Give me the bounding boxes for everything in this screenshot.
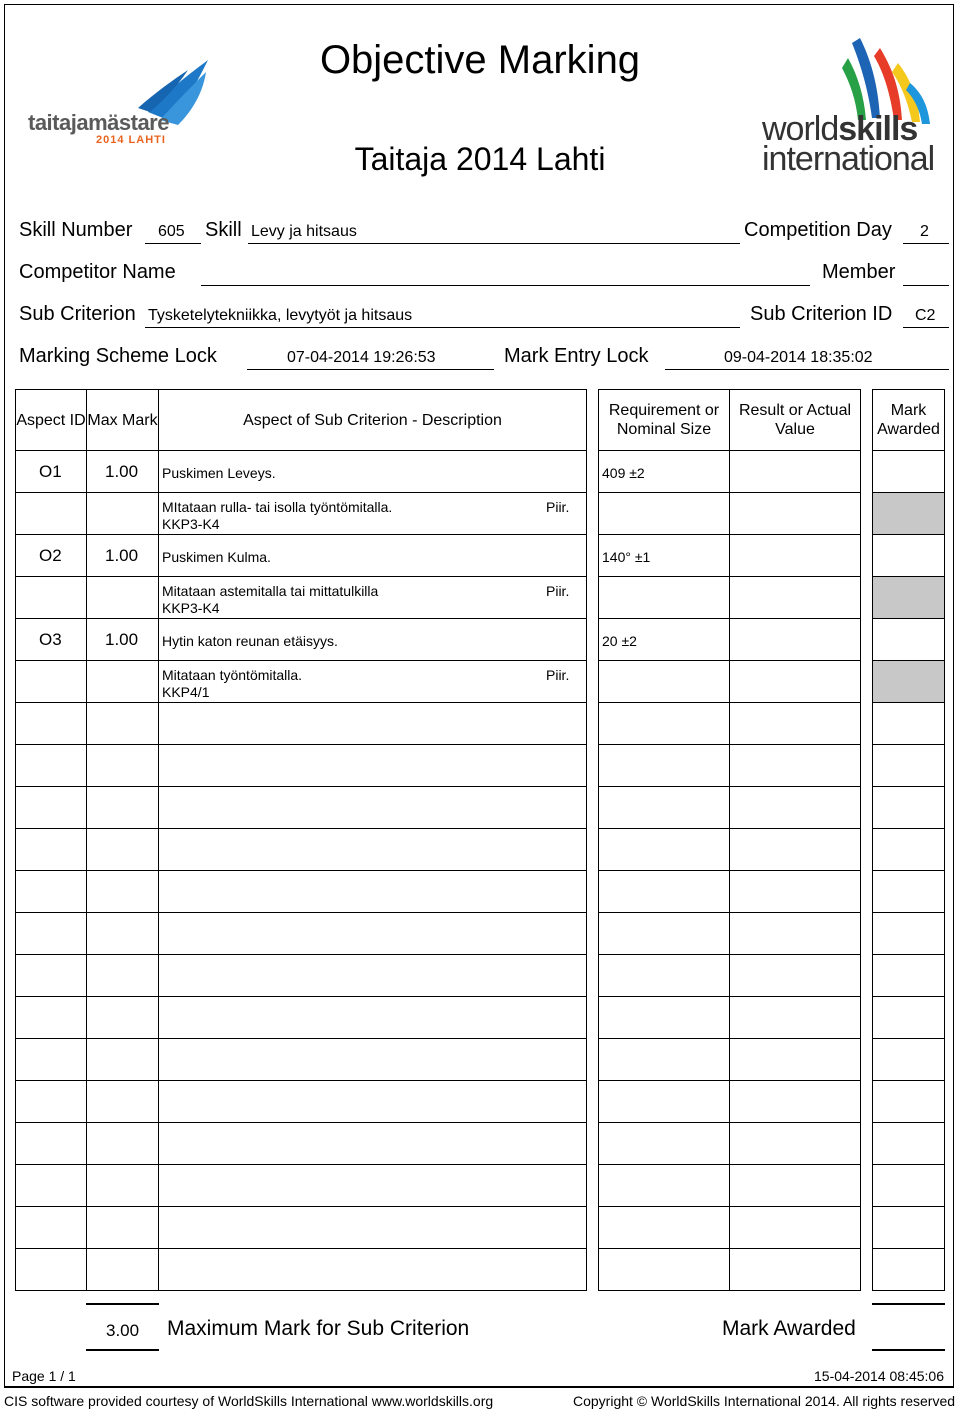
- aspect-type-tag: Piir.: [546, 667, 570, 683]
- table-cell: [86, 576, 159, 619]
- marking-scheme-lock-value: 07-04-2014 19:26:53: [287, 349, 436, 366]
- table-cell: [158, 828, 587, 871]
- table-cell: [729, 912, 861, 955]
- aspect-id: O2: [39, 546, 62, 565]
- mark-awarded-total-rule-top: [872, 1303, 945, 1305]
- table-cell: [86, 1164, 159, 1207]
- table-cell: [729, 828, 861, 871]
- table-cell: [598, 702, 730, 745]
- table-cell: [86, 828, 159, 871]
- mark-awarded-cell[interactable]: [872, 702, 945, 745]
- table-cell: [86, 954, 159, 997]
- mark-awarded-cell[interactable]: [872, 1206, 945, 1249]
- aspect-id: O1: [39, 462, 62, 481]
- table-cell: [729, 744, 861, 787]
- competitor-name-underline: [201, 285, 810, 286]
- mark-awarded-cell[interactable]: [872, 954, 945, 997]
- page-subtitle: Taitaja 2014 Lahti: [354, 141, 606, 177]
- table-cell: [598, 954, 730, 997]
- table-cell: [158, 1206, 587, 1249]
- aspect-type-tag: Piir.: [546, 583, 570, 599]
- max-mark: 1.00: [105, 546, 139, 565]
- table-cell: [729, 1080, 861, 1123]
- table-cell: [86, 1080, 159, 1123]
- competitor-name-label: Competitor Name: [19, 261, 176, 283]
- mark-awarded-cell[interactable]: [872, 618, 945, 661]
- table-cell: [15, 660, 87, 703]
- aspect-detail: Mitataan astemitalla tai mittatulkilla: [162, 583, 379, 599]
- table-cell: [598, 660, 730, 703]
- footer-right-text: Copyright © WorldSkills International 2014. All rights reserved: [573, 1393, 956, 1409]
- mark-awarded-cell[interactable]: [872, 660, 945, 703]
- sub-criterion-value: Tysketelytekniikka, levytyöt ja hitsaus: [148, 307, 413, 324]
- skill-label: Skill: [205, 219, 242, 241]
- aspect-description: Puskimen Leveys.: [162, 465, 276, 481]
- aspect-reference: KKP4/1: [162, 684, 210, 700]
- mark-awarded-cell[interactable]: [872, 1122, 945, 1165]
- competition-day-value: 2: [920, 223, 929, 240]
- max-mark-total-rule-bottom: [86, 1349, 159, 1351]
- aspect-detail: MItataan rulla- tai isolla työntömitalla.: [162, 499, 393, 515]
- header-mark-awarded: Mark Awarded: [872, 389, 945, 451]
- table-cell: [598, 576, 730, 619]
- taitaja-logo-text: taitajamästare: [28, 110, 169, 135]
- sub-criterion-label: Sub Criterion: [19, 303, 136, 325]
- table-cell: [598, 1122, 730, 1165]
- table-cell: [86, 744, 159, 787]
- table-cell: [598, 492, 730, 535]
- mark-awarded-cell[interactable]: [872, 576, 945, 619]
- mark-awarded-cell[interactable]: [872, 996, 945, 1039]
- page-number: Page 1 / 1: [12, 1368, 76, 1384]
- mark-awarded-cell[interactable]: [872, 744, 945, 787]
- worldskills-logo-line1: worldskills: [762, 110, 918, 148]
- table-cell: [729, 1164, 861, 1207]
- table-cell: [729, 870, 861, 913]
- aspect-reference: KKP3-K4: [162, 516, 220, 532]
- header-aspect-id: Aspect ID: [15, 389, 87, 451]
- table-cell: [158, 702, 587, 745]
- table-cell: [598, 996, 730, 1039]
- requirement-value: 409 ±2: [602, 465, 645, 481]
- table-cell: [598, 1164, 730, 1207]
- table-cell: [15, 954, 87, 997]
- table-cell: [15, 744, 87, 787]
- table-cell: [15, 702, 87, 745]
- skill-number-value: 605: [158, 223, 185, 240]
- skill-underline: [248, 243, 740, 244]
- skill-value: Levy ja hitsaus: [251, 223, 357, 240]
- table-cell: [729, 534, 861, 577]
- table-cell: [729, 660, 861, 703]
- aspect-detail: Mitataan työntömitalla.: [162, 667, 303, 683]
- member-label: Member: [822, 261, 896, 283]
- mark-awarded-cell[interactable]: [872, 870, 945, 913]
- table-cell: [158, 1164, 587, 1207]
- max-mark-total-rule-top: [86, 1303, 159, 1305]
- table-cell: [15, 576, 87, 619]
- table-cell: [15, 1122, 87, 1165]
- table-cell: [729, 996, 861, 1039]
- marking-scheme-lock-underline: [247, 369, 494, 370]
- sub-criterion-underline: [145, 327, 740, 328]
- table-cell: [15, 1164, 87, 1207]
- marking-scheme-lock-label: Marking Scheme Lock: [19, 345, 217, 367]
- table-cell: [15, 492, 87, 535]
- table-cell: [15, 870, 87, 913]
- table-cell: [15, 996, 87, 1039]
- mark-awarded-cell[interactable]: [872, 450, 945, 493]
- footer-rule: [4, 1387, 954, 1388]
- requirement-value: 20 ±2: [602, 633, 637, 649]
- table-cell: [86, 1248, 159, 1291]
- worldskills-logo-line2: international: [762, 140, 935, 178]
- table-cell: [729, 1122, 861, 1165]
- table-cell: [598, 1206, 730, 1249]
- table-cell: [729, 492, 861, 535]
- table-cell: [729, 1248, 861, 1291]
- table-cell: [15, 912, 87, 955]
- table-cell: [86, 1038, 159, 1081]
- table-cell: [15, 1038, 87, 1081]
- header-max-mark: Max Mark: [86, 389, 159, 451]
- mark-awarded-cell[interactable]: [872, 1038, 945, 1081]
- header-requirement: Requirement or Nominal Size: [598, 389, 730, 451]
- mark-awarded-total-rule-bottom: [872, 1349, 945, 1351]
- mark-awarded-cell[interactable]: [872, 786, 945, 829]
- mark-entry-lock-underline: [665, 369, 949, 370]
- aspect-reference: KKP3-K4: [162, 600, 220, 616]
- table-cell: [86, 492, 159, 535]
- mark-awarded-cell[interactable]: [872, 492, 945, 535]
- sub-criterion-id-underline: [903, 327, 949, 328]
- aspect-description: Puskimen Kulma.: [162, 549, 271, 565]
- header-description: Aspect of Sub Criterion - Description: [158, 389, 587, 451]
- table-cell: [729, 618, 861, 661]
- table-cell: [86, 870, 159, 913]
- competition-day-underline: [903, 243, 949, 244]
- table-cell: [158, 1038, 587, 1081]
- table-cell: [158, 1080, 587, 1123]
- table-cell: [15, 828, 87, 871]
- table-cell: [729, 576, 861, 619]
- mark-awarded-cell[interactable]: [872, 534, 945, 577]
- table-cell: [158, 1248, 587, 1291]
- mark-awarded-cell[interactable]: [872, 912, 945, 955]
- mark-awarded-cell[interactable]: [872, 1080, 945, 1123]
- table-cell: [15, 786, 87, 829]
- mark-awarded-cell[interactable]: [872, 1164, 945, 1207]
- taitaja-logo-sub: 2014 LAHTI: [96, 134, 166, 146]
- table-cell: [598, 870, 730, 913]
- table-cell: [158, 912, 587, 955]
- table-cell: [598, 1248, 730, 1291]
- header-result: Result or Actual Value: [729, 389, 861, 451]
- requirement-value: 140° ±1: [602, 549, 651, 565]
- table-cell: [15, 1248, 87, 1291]
- mark-entry-lock-label: Mark Entry Lock: [504, 345, 649, 367]
- table-cell: [158, 996, 587, 1039]
- table-cell: [86, 996, 159, 1039]
- table-cell: [598, 786, 730, 829]
- table-cell: [598, 1080, 730, 1123]
- table-cell: [729, 954, 861, 997]
- table-cell: [729, 1038, 861, 1081]
- table-cell: [598, 828, 730, 871]
- table-cell: [15, 1080, 87, 1123]
- table-cell: [158, 1122, 587, 1165]
- table-cell: [86, 786, 159, 829]
- skill-number-label: Skill Number: [19, 219, 133, 241]
- mark-entry-lock-value: 09-04-2014 18:35:02: [724, 349, 873, 366]
- sub-criterion-id-value: C2: [915, 307, 936, 324]
- table-cell: [158, 870, 587, 913]
- skill-number-underline: [145, 243, 201, 244]
- max-mark: 1.00: [105, 462, 139, 481]
- mark-awarded-cell[interactable]: [872, 828, 945, 871]
- print-timestamp: 15-04-2014 08:45:06: [814, 1368, 944, 1384]
- competition-day-label: Competition Day: [744, 219, 892, 241]
- mark-awarded-cell[interactable]: [872, 1248, 945, 1291]
- table-cell: [729, 786, 861, 829]
- table-cell: [86, 1122, 159, 1165]
- table-cell: [729, 702, 861, 745]
- table-cell: [86, 702, 159, 745]
- table-cell: [158, 744, 587, 787]
- table-cell: [158, 786, 587, 829]
- table-cell: [598, 912, 730, 955]
- table-cell: [86, 660, 159, 703]
- table-cell: [158, 954, 587, 997]
- page-title: Objective Marking: [319, 38, 641, 82]
- table-cell: [15, 1206, 87, 1249]
- mark-awarded-label: Mark Awarded: [722, 1317, 856, 1340]
- max-mark: 1.00: [105, 630, 139, 649]
- table-cell: [598, 1038, 730, 1081]
- sub-criterion-id-label: Sub Criterion ID: [750, 303, 893, 325]
- table-cell: [86, 912, 159, 955]
- aspect-id: O3: [39, 630, 62, 649]
- table-cell: [86, 1206, 159, 1249]
- table-cell: [729, 1206, 861, 1249]
- member-underline: [903, 285, 949, 286]
- aspect-type-tag: Piir.: [546, 499, 570, 515]
- table-cell: [729, 450, 861, 493]
- footer-left-text: CIS software provided courtesy of WorldSkills International www.worldskills.org: [4, 1393, 494, 1409]
- max-mark-label: Maximum Mark for Sub Criterion: [167, 1317, 470, 1340]
- max-mark-total: 3.00: [106, 1321, 140, 1340]
- aspect-description: Hytin katon reunan etäisyys.: [162, 633, 338, 649]
- table-cell: [598, 744, 730, 787]
